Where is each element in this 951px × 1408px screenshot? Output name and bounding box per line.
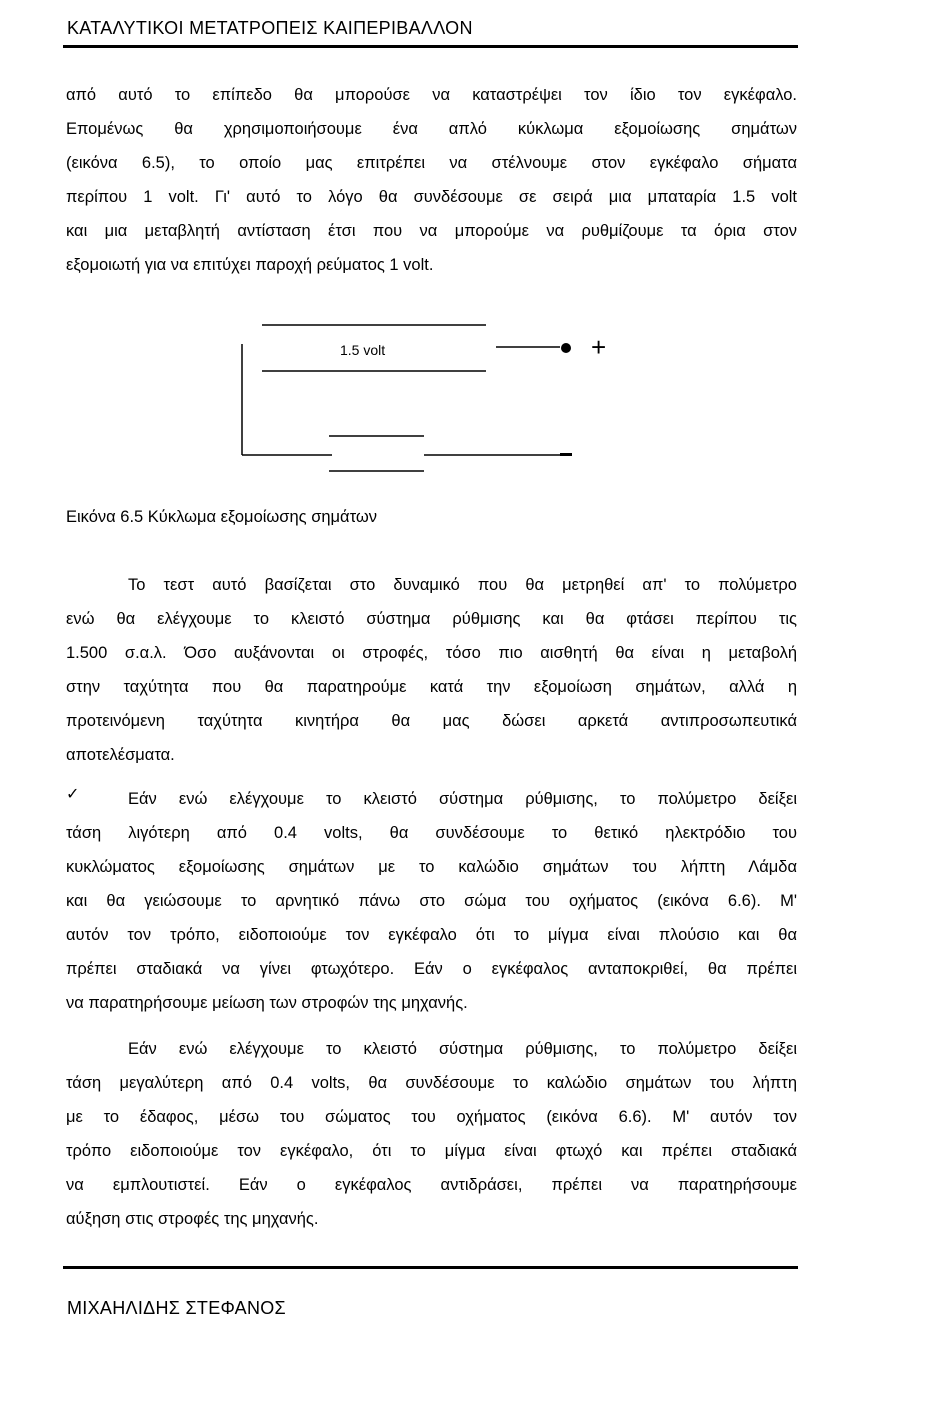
text-line: εξομοιωτή για να επιτύχει παροχή ρεύματος 1 volt. xyxy=(66,256,434,274)
text-line: στην ταχύτητα που θα παρατηρούμε κατά την εξομοίωση σημάτων, αλλά η xyxy=(66,678,797,696)
page-header: ΚΑΤΑΛΥΤΙΚΟΙ ΜΕΤΑΤΡΟΠΕΙΣ ΚΑΙΠΕΡΙΒΑΛΛΟΝ xyxy=(67,18,473,38)
text-line: κυκλώματος εξομοίωσης σημάτων με το καλώδιο σημάτων του λήπτη Λάμδα xyxy=(66,858,797,876)
figure-caption: Εικόνα 6.5 Κύκλωμα εξομοίωσης σημάτων xyxy=(66,508,378,526)
text-line: πρέπει σταδιακά να γίνει φτωχότερο. Εάν ο εγκέφαλος ανταποκριθεί, θα πρέπει xyxy=(66,960,797,978)
text-line: ενώ θα ελέγχουμε το κλειστό σύστημα ρύθμισης και θα φτάσει περίπου τις xyxy=(66,610,797,628)
text-line: αύξηση στις στροφές της μηχανής. xyxy=(66,1210,319,1228)
text-line: Εάν ενώ ελέγχουμε το κλειστό σύστημα ρύθμισης, το πολύμετρο δείξει xyxy=(128,1040,797,1058)
text-line: αποτελέσματα. xyxy=(66,746,175,764)
footer-rule xyxy=(63,1266,798,1269)
body-paragraph-1 xyxy=(66,568,797,772)
plus-sign: + xyxy=(591,332,607,362)
text-line: Επομένως θα χρησιμοποιήσουμε ένα απλό κύκλωμα εξομοίωσης σημάτων xyxy=(66,120,797,138)
body-paragraph-2 xyxy=(66,782,797,1020)
text-line: αυτόν τον τρόπο, ειδοποιούμε τον εγκέφαλο ότι το μίγμα είναι πλούσιο και θα xyxy=(66,926,797,944)
text-line: να παρατηρήσουμε μείωση των στροφών της μηχανής. xyxy=(66,994,468,1012)
text-line: τάση μεγαλύτερη από 0.4 volts, θα συνδέσουμε το καλώδιο σημάτων του λήπτη xyxy=(66,1074,797,1092)
text-line: Εάν ενώ ελέγχουμε το κλειστό σύστημα ρύθμισης, το πολύμετρο δείξει xyxy=(128,790,797,808)
text-line: τρόπο ειδοποιούμε τον εγκέφαλο, ότι το μίγμα είναι φτωχό και πρέπει σταδιακά xyxy=(66,1142,797,1160)
text-line: προτεινόμενη ταχύτητα κινητήρα θα μας δώσει αρκετά αντιπροσωπευτικά xyxy=(66,712,797,730)
text-line: (εικόνα 6.5), το οποίο μας επιτρέπει να στέλνουμε στον εγκέφαλο σήματα xyxy=(66,154,797,172)
text-line: και μια μεταβλητή αντίσταση έτσι που να μπορούμε να ρυθμίζουμε τα όρια στον xyxy=(66,222,797,240)
text-line: να εμπλουτιστεί. Εάν ο εγκέφαλος αντιδράσει, πρέπει να παρατηρήσουμε xyxy=(66,1176,797,1194)
page-footer: ΜΙΧΑΗΛΙΔΗΣ ΣΤΕΦΑΝΟΣ xyxy=(67,1298,286,1318)
text-line: τάση λιγότερη από 0.4 volts, θα συνδέσουμε το θετικό ηλεκτρόδιο του xyxy=(66,824,797,842)
positive-terminal-dot xyxy=(561,343,571,353)
text-line: με το έδαφος, μέσω του σώματος του οχήματος (εικόνα 6.6). Μ' αυτόν τον xyxy=(66,1108,797,1126)
battery-label: 1.5 volt xyxy=(340,342,386,358)
text-line: 1.500 σ.α.λ. Όσο αυξάνονται οι στροφές, τόσο πιο αισθητή θα είναι η μεταβολή xyxy=(66,644,797,662)
text-line: από αυτό το επίπεδο θα μπορούσε να καταστρέψει τον ίδιο τον εγκέφαλο. xyxy=(66,86,797,104)
text-line: και θα γειώσουμε το αρνητικό πάνω στο σώμα του οχήματος (εικόνα 6.6). Μ' xyxy=(66,892,797,910)
body-paragraph-3 xyxy=(66,1032,797,1236)
checkmark-icon: ✓ xyxy=(66,784,80,803)
negative-terminal xyxy=(560,453,572,456)
text-line: περίπου 1 volt. Γι' αυτό το λόγο θα συνδέσουμε σε σειρά μια μπαταρία 1.5 volt xyxy=(66,188,797,206)
text-line: Το τεστ αυτό βασίζεται στο δυναμικό που θα μετρηθεί απ' το πολύμετρο xyxy=(128,576,797,594)
